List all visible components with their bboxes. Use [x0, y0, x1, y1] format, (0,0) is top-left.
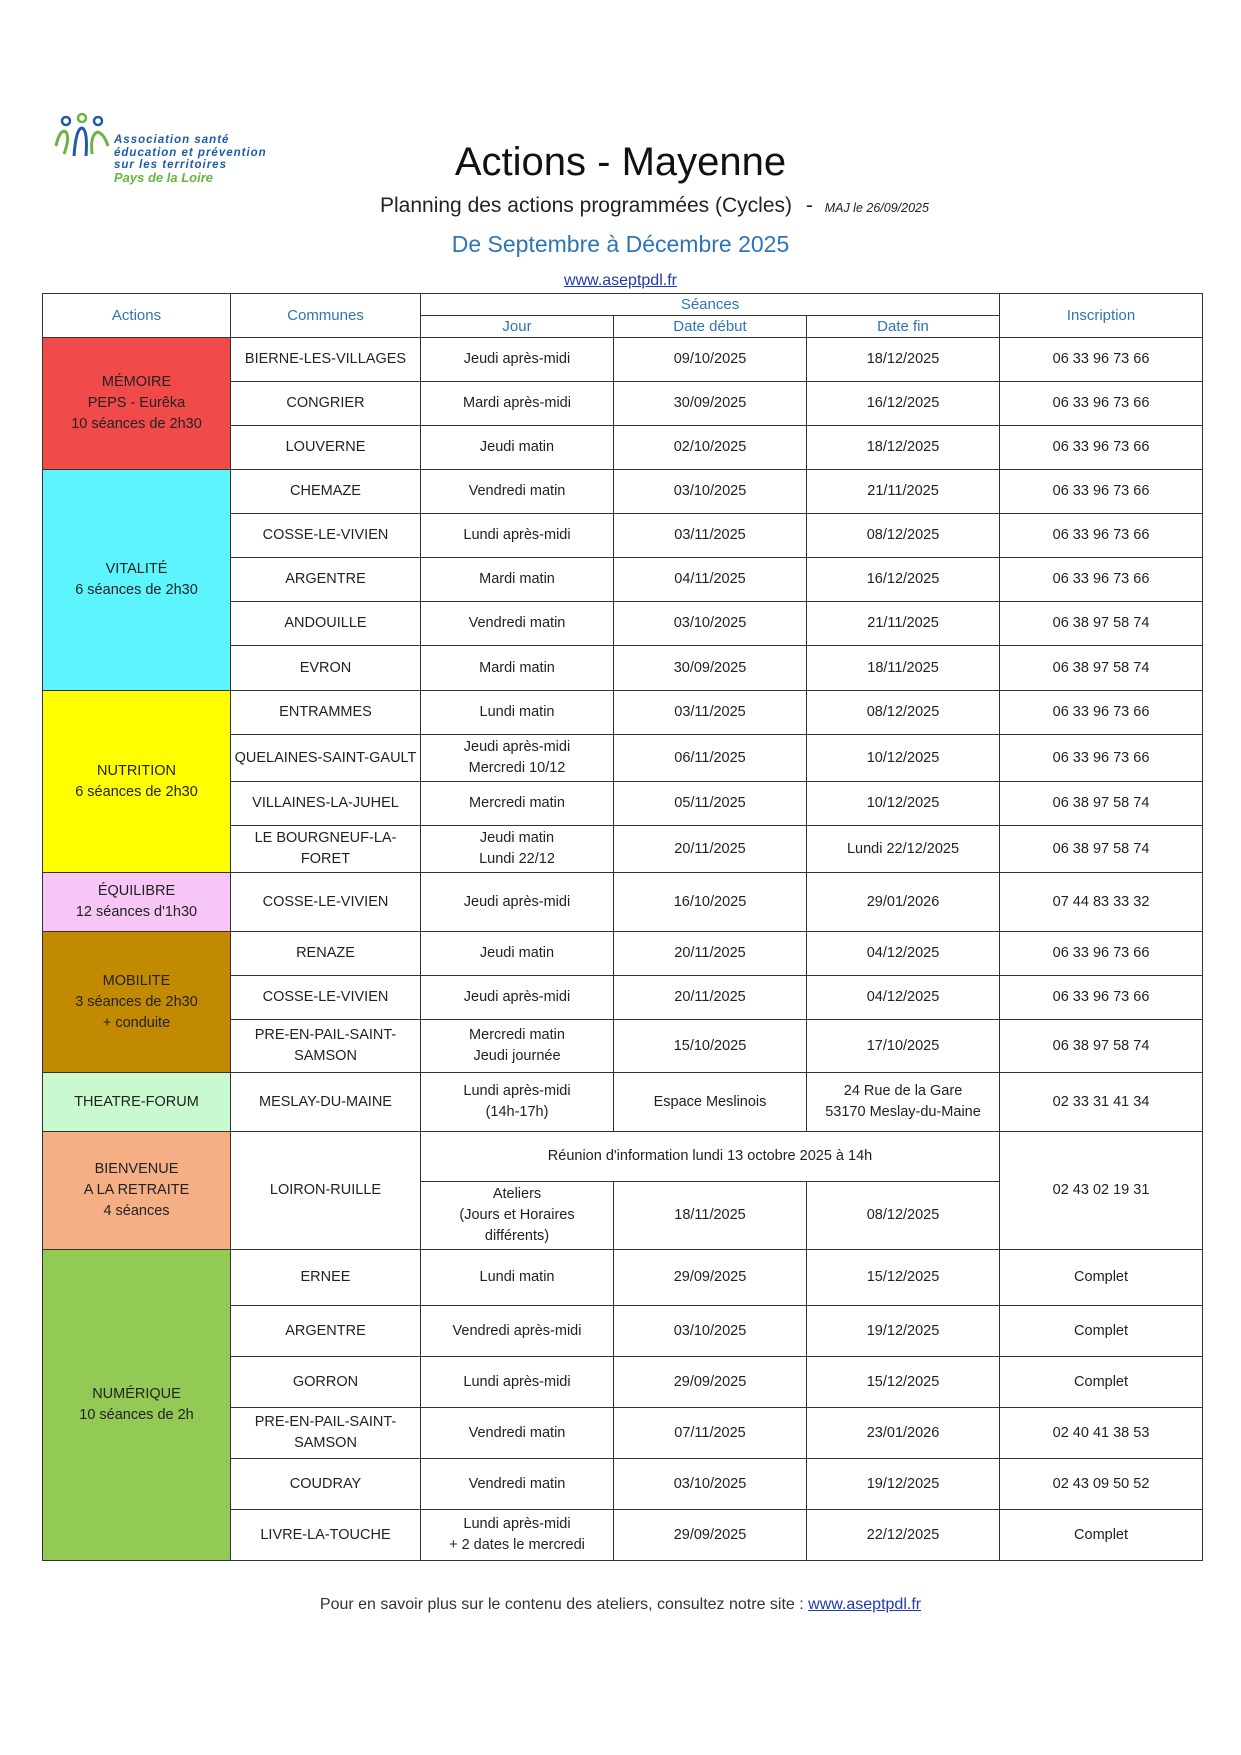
commune-cell: LOIRON-RUILLE: [231, 1132, 421, 1250]
inscription-cell: 06 33 96 73 66: [1000, 932, 1203, 976]
date-fin-cell: 21/11/2025: [807, 470, 1000, 514]
inscription-cell: 06 33 96 73 66: [1000, 691, 1203, 735]
jour-cell: [421, 1182, 614, 1250]
commune-cell: [231, 1020, 421, 1073]
action-label: 10 séances de 2h30: [71, 416, 202, 432]
inscription-cell: 06 38 97 58 74: [1000, 602, 1203, 646]
commune-cell: ENTRAMMES: [231, 691, 421, 735]
jour-cell-line: Jeudi journée: [473, 1048, 561, 1064]
period-label: De Septembre à Décembre 2025: [451, 231, 790, 257]
commune-cell-line: PRE-EN-PAIL-SAINT-: [254, 1414, 397, 1430]
action-label: A LA RETRAITE: [83, 1182, 190, 1198]
jour-cell: Mardi matin: [421, 646, 614, 691]
site-link-top[interactable]: www.aseptpdl.fr: [564, 272, 677, 289]
action-label: VITALITÉ: [105, 561, 168, 577]
date-debut-cell: 02/10/2025: [614, 426, 807, 470]
inscription-cell: 06 38 97 58 74: [1000, 826, 1203, 873]
table-row: [43, 1073, 1203, 1132]
date-fin-cell: 10/12/2025: [807, 735, 1000, 782]
commune-cell: ERNEE: [231, 1250, 421, 1306]
col-header-communes: Communes: [231, 294, 421, 338]
subtitle-separator: -: [805, 194, 813, 217]
page-subtitle: [380, 194, 929, 218]
commune-cell: COSSE-LE-VIVIEN: [231, 514, 421, 558]
inscription-cell: Complet: [1000, 1357, 1203, 1408]
action-cell-nutrition: [43, 691, 231, 873]
commune-cell: COSSE-LE-VIVIEN: [231, 873, 421, 932]
date-fin-cell-line: 24 Rue de la Gare: [843, 1083, 963, 1099]
reunion-info-cell: Réunion d'information lundi 13 octobre 2025 à 14h: [421, 1132, 1000, 1182]
action-cell-theatre: [43, 1073, 231, 1132]
jour-cell-line: (14h-17h): [485, 1104, 549, 1120]
date-debut-cell: 03/10/2025: [614, 1459, 807, 1510]
action-label: 6 séances de 2h30: [75, 582, 198, 598]
col-header-seances: Séances: [421, 294, 1000, 316]
col-header-jour: Jour: [421, 316, 614, 338]
date-fin-cell: 15/12/2025: [807, 1357, 1000, 1408]
action-label: 12 séances d'1h30: [75, 904, 198, 920]
commune-cell: COUDRAY: [231, 1459, 421, 1510]
date-debut-cell: 29/09/2025: [614, 1250, 807, 1306]
commune-cell: [231, 1408, 421, 1459]
commune-cell: ARGENTRE: [231, 558, 421, 602]
date-fin-cell: 19/12/2025: [807, 1459, 1000, 1510]
date-fin-cell: 29/01/2026: [807, 873, 1000, 932]
action-cell-bienvenue: [43, 1132, 231, 1250]
jour-cell: Jeudi après-midi: [421, 338, 614, 382]
footer-site-link[interactable]: www.aseptpdl.fr: [808, 1596, 922, 1613]
commune-cell-line: SAMSON: [294, 1048, 357, 1064]
jour-cell-line: Lundi après-midi: [463, 1516, 571, 1532]
inscription-cell: Complet: [1000, 1306, 1203, 1357]
commune-cell: RENAZE: [231, 932, 421, 976]
inscription-cell: 02 33 31 41 34: [1000, 1073, 1203, 1132]
date-debut-cell: 20/11/2025: [614, 932, 807, 976]
action-label: 4 séances: [103, 1203, 170, 1219]
jour-cell: Vendredi après-midi: [421, 1306, 614, 1357]
date-fin-cell: 19/12/2025: [807, 1306, 1000, 1357]
date-debut-cell: 18/11/2025: [614, 1182, 807, 1250]
inscription-cell: 07 44 83 33 32: [1000, 873, 1203, 932]
commune-cell: [231, 826, 421, 873]
jour-cell-line: Mercredi 10/12: [468, 760, 566, 776]
commune-cell: CONGRIER: [231, 382, 421, 426]
logo-line-3: sur les territoires: [114, 159, 227, 171]
date-fin-cell: Lundi 22/12/2025: [807, 826, 1000, 873]
date-debut-cell: 03/10/2025: [614, 470, 807, 514]
date-debut-cell: 29/09/2025: [614, 1510, 807, 1561]
date-fin-cell: 17/10/2025: [807, 1020, 1000, 1073]
commune-cell-line: PRE-EN-PAIL-SAINT-: [254, 1027, 397, 1043]
date-debut-cell: 03/11/2025: [614, 514, 807, 558]
date-debut-cell: 16/10/2025: [614, 873, 807, 932]
jour-cell: Mercredi matin: [421, 782, 614, 826]
subtitle-text: Planning des actions programmées (Cycles): [380, 194, 793, 217]
action-cell-numerique: [43, 1250, 231, 1561]
date-debut-cell: Espace Meslinois: [614, 1073, 807, 1132]
commune-cell: COSSE-LE-VIVIEN: [231, 976, 421, 1020]
date-fin-cell: 10/12/2025: [807, 782, 1000, 826]
jour-cell-line: (Jours et Horaires: [459, 1207, 575, 1223]
inscription-cell: 06 33 96 73 66: [1000, 338, 1203, 382]
commune-cell: LIVRE-LA-TOUCHE: [231, 1510, 421, 1561]
action-label: 10 séances de 2h: [79, 1407, 194, 1423]
table-row: [43, 338, 1203, 382]
logo-line-4: Pays de la Loire: [114, 169, 213, 185]
action-cell-vitalite: [43, 470, 231, 691]
inscription-cell: 02 43 02 19 31: [1000, 1132, 1203, 1250]
commune-cell: LOUVERNE: [231, 426, 421, 470]
commune-cell-line: FORET: [300, 851, 351, 867]
inscription-cell: 06 38 97 58 74: [1000, 1020, 1203, 1073]
page-title: Actions - Mayenne: [454, 140, 787, 184]
date-fin-cell: 08/12/2025: [807, 1182, 1000, 1250]
date-fin-cell: 16/12/2025: [807, 382, 1000, 426]
col-header-inscription: Inscription: [1000, 294, 1203, 338]
table-row: [43, 932, 1203, 976]
date-debut-cell: 03/10/2025: [614, 602, 807, 646]
date-debut-cell: 04/11/2025: [614, 558, 807, 602]
date-debut-cell: 05/11/2025: [614, 782, 807, 826]
inscription-cell: 06 33 96 73 66: [1000, 426, 1203, 470]
date-fin-cell: 04/12/2025: [807, 976, 1000, 1020]
jour-cell: Lundi après-midi: [421, 1357, 614, 1408]
actions-table: [42, 293, 1203, 1561]
date-debut-cell: 06/11/2025: [614, 735, 807, 782]
commune-cell: EVRON: [231, 646, 421, 691]
jour-cell: Vendredi matin: [421, 470, 614, 514]
jour-cell-line: Lundi après-midi: [463, 1083, 571, 1099]
inscription-cell: 02 40 41 38 53: [1000, 1408, 1203, 1459]
inscription-cell: 06 33 96 73 66: [1000, 735, 1203, 782]
table-row: [43, 873, 1203, 932]
commune-cell: GORRON: [231, 1357, 421, 1408]
jour-cell: [421, 826, 614, 873]
date-debut-cell: 03/11/2025: [614, 691, 807, 735]
date-debut-cell: 30/09/2025: [614, 382, 807, 426]
action-cell-equilibre: [43, 873, 231, 932]
jour-cell: Vendredi matin: [421, 602, 614, 646]
jour-cell: Jeudi après-midi: [421, 873, 614, 932]
date-fin-cell-line: 53170 Meslay-du-Maine: [825, 1104, 981, 1120]
inscription-cell: Complet: [1000, 1510, 1203, 1561]
commune-cell: QUELAINES-SAINT-GAULT: [231, 735, 421, 782]
action-label: NUMÉRIQUE: [92, 1386, 181, 1402]
jour-cell-line: Mercredi matin: [469, 1027, 565, 1043]
jour-cell: Mardi matin: [421, 558, 614, 602]
date-fin-cell: 18/12/2025: [807, 426, 1000, 470]
date-debut-cell: 03/10/2025: [614, 1306, 807, 1357]
date-fin-cell: 04/12/2025: [807, 932, 1000, 976]
commune-cell-line: LE BOURGNEUF-LA-: [254, 830, 397, 846]
action-label: 3 séances de 2h30: [75, 993, 198, 1010]
footer-text: Pour en savoir plus sur le contenu des ateliers, consultez notre site :: [319, 1596, 804, 1613]
commune-cell-line: SAMSON: [294, 1435, 357, 1451]
action-cell-mobilite: [43, 932, 231, 1073]
jour-cell: [421, 1510, 614, 1561]
commune-cell: BIERNE-LES-VILLAGES: [231, 338, 421, 382]
action-label: ÉQUILIBRE: [97, 883, 176, 899]
date-debut-cell: 15/10/2025: [614, 1020, 807, 1073]
jour-cell: Jeudi matin: [421, 932, 614, 976]
inscription-cell: 06 33 96 73 66: [1000, 514, 1203, 558]
jour-cell: Jeudi matin: [421, 426, 614, 470]
date-debut-cell: 30/09/2025: [614, 646, 807, 691]
action-label: MÉMOIRE: [101, 374, 172, 390]
date-debut-cell: 20/11/2025: [614, 826, 807, 873]
table-row: [43, 1132, 1203, 1182]
col-header-date-fin: Date fin: [807, 316, 1000, 338]
date-fin-cell: 23/01/2026: [807, 1408, 1000, 1459]
action-label: BIENVENUE: [94, 1161, 179, 1177]
update-date: MAJ le 26/09/2025: [824, 201, 929, 215]
commune-cell: ANDOUILLE: [231, 602, 421, 646]
inscription-cell: 06 33 96 73 66: [1000, 558, 1203, 602]
date-fin-cell: 22/12/2025: [807, 1510, 1000, 1561]
inscription-cell: Complet: [1000, 1250, 1203, 1306]
date-fin-cell: [807, 1073, 1000, 1132]
action-label: PEPS - Eurêka: [87, 395, 186, 411]
action-label: MOBILITE: [102, 972, 171, 989]
date-debut-cell: 09/10/2025: [614, 338, 807, 382]
action-label: THEATRE-FORUM: [74, 1093, 199, 1110]
date-fin-cell: 21/11/2025: [807, 602, 1000, 646]
jour-cell: Vendredi matin: [421, 1459, 614, 1510]
jour-cell: Lundi après-midi: [421, 514, 614, 558]
commune-cell: ARGENTRE: [231, 1306, 421, 1357]
inscription-cell: 06 33 96 73 66: [1000, 382, 1203, 426]
date-fin-cell: 16/12/2025: [807, 558, 1000, 602]
date-fin-cell: 18/11/2025: [807, 646, 1000, 691]
action-label: NUTRITION: [97, 762, 176, 779]
date-fin-cell: 08/12/2025: [807, 514, 1000, 558]
inscription-cell: 06 38 97 58 74: [1000, 782, 1203, 826]
logo-line-2: éducation et prévention: [114, 146, 267, 159]
action-cell-memoire: [43, 338, 231, 470]
footer: [0, 1596, 1241, 1614]
date-fin-cell: 08/12/2025: [807, 691, 1000, 735]
table-row: [43, 691, 1203, 735]
inscription-cell: 06 33 96 73 66: [1000, 976, 1203, 1020]
date-debut-cell: 20/11/2025: [614, 976, 807, 1020]
inscription-cell: 02 43 09 50 52: [1000, 1459, 1203, 1510]
jour-cell: Jeudi après-midi: [421, 976, 614, 1020]
col-header-date-debut: Date début: [614, 316, 807, 338]
jour-cell: [421, 735, 614, 782]
jour-cell: [421, 1020, 614, 1073]
table-row: [43, 1250, 1203, 1306]
jour-cell: Lundi matin: [421, 1250, 614, 1306]
jour-cell-line: Lundi 22/12: [479, 851, 555, 867]
jour-cell: Lundi matin: [421, 691, 614, 735]
commune-cell: MESLAY-DU-MAINE: [231, 1073, 421, 1132]
action-label: 6 séances de 2h30: [75, 783, 198, 800]
jour-cell: Vendredi matin: [421, 1408, 614, 1459]
commune-cell: CHEMAZE: [231, 470, 421, 514]
commune-cell: VILLAINES-LA-JUHEL: [231, 782, 421, 826]
date-fin-cell: 15/12/2025: [807, 1250, 1000, 1306]
inscription-cell: 06 38 97 58 74: [1000, 646, 1203, 691]
date-debut-cell: 07/11/2025: [614, 1408, 807, 1459]
jour-cell-line: + 2 dates le mercredi: [449, 1537, 585, 1553]
jour-cell-line: différents): [484, 1228, 550, 1244]
col-header-actions: Actions: [43, 294, 231, 338]
logo-line-1: Association santé: [114, 134, 230, 146]
jour-cell: Mardi après-midi: [421, 382, 614, 426]
inscription-cell: 06 33 96 73 66: [1000, 470, 1203, 514]
jour-cell-line: Ateliers: [492, 1186, 542, 1202]
jour-cell: [421, 1073, 614, 1132]
date-fin-cell: 18/12/2025: [807, 338, 1000, 382]
jour-cell-line: Jeudi matin: [479, 830, 555, 846]
table-row: [43, 470, 1203, 514]
date-debut-cell: 29/09/2025: [614, 1357, 807, 1408]
jour-cell-line: Jeudi après-midi: [463, 739, 571, 755]
action-label: + conduite: [102, 1014, 171, 1031]
